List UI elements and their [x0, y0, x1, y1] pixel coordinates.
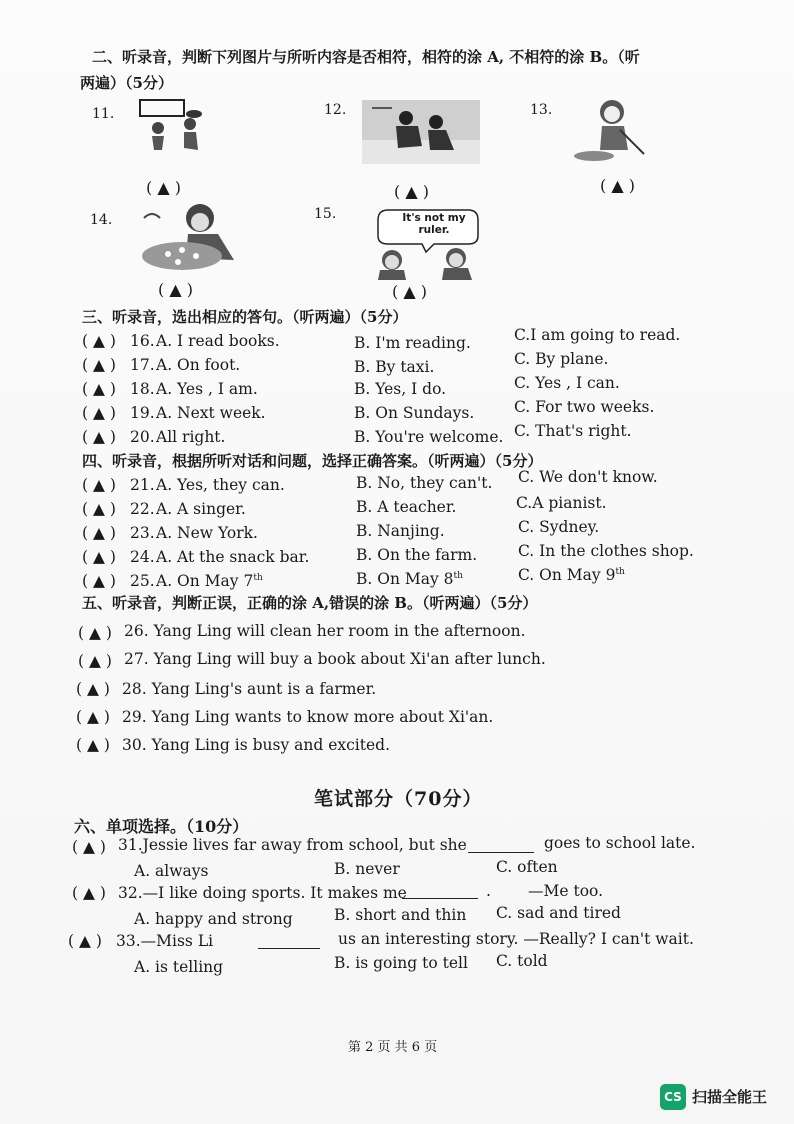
- answer-mark[interactable]: ( ▲ ): [76, 708, 110, 726]
- option-b: B. You're welcome.: [354, 428, 504, 446]
- question-number: 25.: [130, 572, 155, 590]
- camscanner-logo-icon: CS: [660, 1084, 686, 1110]
- answer-mark[interactable]: ( ▲ ): [82, 404, 116, 422]
- option-b: B. I'm reading.: [354, 334, 471, 352]
- section3-heading: 三、听录音，选出相应的答句。（听两遍）（5分）: [82, 308, 408, 326]
- option-c: C. That's right.: [514, 422, 632, 440]
- option-c: C. often: [496, 858, 558, 876]
- option-b: B. By taxi.: [354, 358, 435, 376]
- answer-mark[interactable]: ( ▲ ): [78, 652, 112, 670]
- option-c: C. Yes , I can.: [514, 374, 620, 392]
- statement-text: 29. Yang Ling wants to know more about Xi'an.: [122, 708, 494, 726]
- answer-mark[interactable]: ( ▲ ): [76, 680, 110, 698]
- answer-mark[interactable]: ( ▲ ): [82, 548, 116, 566]
- option-c: C. On May 9th: [518, 566, 625, 584]
- option-b: B. A teacher.: [356, 498, 457, 516]
- option-b: B. On May 8th: [356, 570, 463, 588]
- item-number: 15.: [314, 206, 337, 222]
- option-a: A. always: [134, 862, 209, 880]
- question-number: 22.: [130, 500, 155, 518]
- option-b: B. Yes, I do.: [354, 380, 447, 398]
- girl-with-cake-picture: [138, 200, 244, 274]
- answer-mark[interactable]: ( ▲ ): [68, 932, 102, 950]
- question-number: 21.: [130, 476, 155, 494]
- answer-mark-13[interactable]: ( ▲ ): [600, 176, 635, 195]
- question-stem-part2: goes to school late.: [544, 834, 696, 852]
- statement-text: 30. Yang Ling is busy and excited.: [122, 736, 391, 754]
- option-a: A. On May 7th: [156, 572, 263, 590]
- question-number: 23.: [130, 524, 155, 542]
- question-stem-part1: 32.—I like doing sports. It makes me: [118, 884, 407, 902]
- question-stem-part1: 31.Jessie lives far away from school, but she: [118, 836, 467, 854]
- question-number: 24.: [130, 548, 155, 566]
- option-a: A. New York.: [156, 524, 258, 542]
- item-number: 14.: [90, 212, 113, 228]
- option-a: A. On foot.: [156, 356, 241, 374]
- option-a: A. Yes, they can.: [156, 476, 285, 494]
- answer-mark[interactable]: ( ▲ ): [82, 332, 116, 350]
- question-stem-part1: 33.—Miss Li: [116, 932, 214, 950]
- option-c: C. Sydney.: [518, 518, 600, 536]
- answer-mark-14[interactable]: ( ▲ ): [158, 280, 193, 299]
- answer-mark[interactable]: ( ▲ ): [72, 884, 106, 902]
- answer-mark[interactable]: ( ▲ ): [82, 524, 116, 542]
- option-b: B. On the farm.: [356, 546, 478, 564]
- answer-mark[interactable]: ( ▲ ): [72, 838, 106, 856]
- statement-text: 28. Yang Ling's aunt is a farmer.: [122, 680, 377, 698]
- answer-mark[interactable]: ( ▲ ): [82, 476, 116, 494]
- answer-blank[interactable]: [258, 934, 320, 949]
- option-b: B. never: [334, 860, 400, 878]
- answer-mark[interactable]: ( ▲ ): [78, 624, 112, 642]
- option-a: A. At the snack bar.: [156, 548, 310, 566]
- answer-mark[interactable]: ( ▲ ): [82, 380, 116, 398]
- item-number: 12.: [324, 102, 347, 118]
- item-number: 11.: [92, 106, 115, 122]
- question-number: 20.: [130, 428, 155, 446]
- option-c: C. sad and tired: [496, 904, 621, 922]
- section6-heading: 六、单项选择。（10分）: [74, 817, 249, 836]
- option-c: C. By plane.: [514, 350, 609, 368]
- answer-mark-15[interactable]: ( ▲ ): [392, 282, 427, 301]
- watermark-text: 扫描全能王: [692, 1088, 768, 1106]
- kids-basketball-picture: [134, 94, 212, 158]
- option-a: A. is telling: [134, 958, 224, 976]
- statement-text: 27. Yang Ling will buy a book about Xi'an after lunch.: [124, 650, 546, 668]
- section2-heading-line2: 两遍）（5分）: [80, 74, 173, 92]
- option-a: A. A singer.: [156, 500, 246, 518]
- question-reply: —Me too.: [528, 882, 604, 900]
- option-a: A. happy and strong: [134, 910, 293, 928]
- answer-mark[interactable]: ( ▲ ): [82, 428, 116, 446]
- answer-mark-11[interactable]: ( ▲ ): [146, 178, 181, 197]
- option-a: All right.: [156, 428, 226, 446]
- answer-mark[interactable]: ( ▲ ): [82, 572, 116, 590]
- speech-bubble-text: It's not my ruler.: [402, 212, 466, 236]
- option-a: A. I read books.: [156, 332, 280, 350]
- option-c: C. For two weeks.: [514, 398, 655, 416]
- option-c: C.A pianist.: [516, 494, 607, 512]
- option-a: A. Yes , I am.: [156, 380, 258, 398]
- question-stem-period: .: [486, 882, 491, 900]
- answer-mark[interactable]: ( ▲ ): [82, 356, 116, 374]
- question-number: 17.: [130, 356, 155, 374]
- section5-heading: 五、听录音，判断正误，正确的涂 A,错误的涂 B。（听两遍）（5分）: [82, 594, 538, 612]
- answer-blank[interactable]: [402, 884, 478, 899]
- question-number: 16.: [130, 332, 155, 350]
- section4-heading: 四、听录音，根据所听对话和问题，选择正确答案。（听两遍）（5分）: [82, 452, 543, 470]
- answer-mark-12[interactable]: ( ▲ ): [394, 182, 429, 201]
- question-stem-part2: us an interesting story. —Really? I can't wait.: [338, 930, 694, 948]
- page-number: 第 2 页 共 6 页: [348, 1040, 438, 1055]
- item-number: 13.: [530, 102, 553, 118]
- option-c: C. We don't know.: [518, 468, 658, 486]
- answer-mark[interactable]: ( ▲ ): [76, 736, 110, 754]
- option-c: C. In the clothes shop.: [518, 542, 694, 560]
- children-skating-picture: [362, 100, 480, 164]
- written-part-title: 笔试部分（70分）: [314, 788, 483, 810]
- option-b: B. On Sundays.: [354, 404, 475, 422]
- option-b: B. No, they can't.: [356, 474, 493, 492]
- option-b: B. short and thin: [334, 906, 467, 924]
- question-number: 19.: [130, 404, 155, 422]
- option-c: C.I am going to read.: [514, 326, 681, 344]
- answer-mark[interactable]: ( ▲ ): [82, 500, 116, 518]
- question-number: 18.: [130, 380, 155, 398]
- girl-sweeping-picture: [572, 94, 656, 166]
- option-b: B. is going to tell: [334, 954, 468, 972]
- option-b: B. Nanjing.: [356, 522, 445, 540]
- option-c: C. told: [496, 952, 548, 970]
- statement-text: 26. Yang Ling will clean her room in the afternoon.: [124, 622, 526, 640]
- section2-heading-line1: 二、听录音，判断下列图片与所听内容是否相符，相符的涂 A, 不相符的涂 B。（听: [92, 48, 640, 66]
- answer-blank[interactable]: [468, 838, 534, 853]
- option-a: A. Next week.: [156, 404, 266, 422]
